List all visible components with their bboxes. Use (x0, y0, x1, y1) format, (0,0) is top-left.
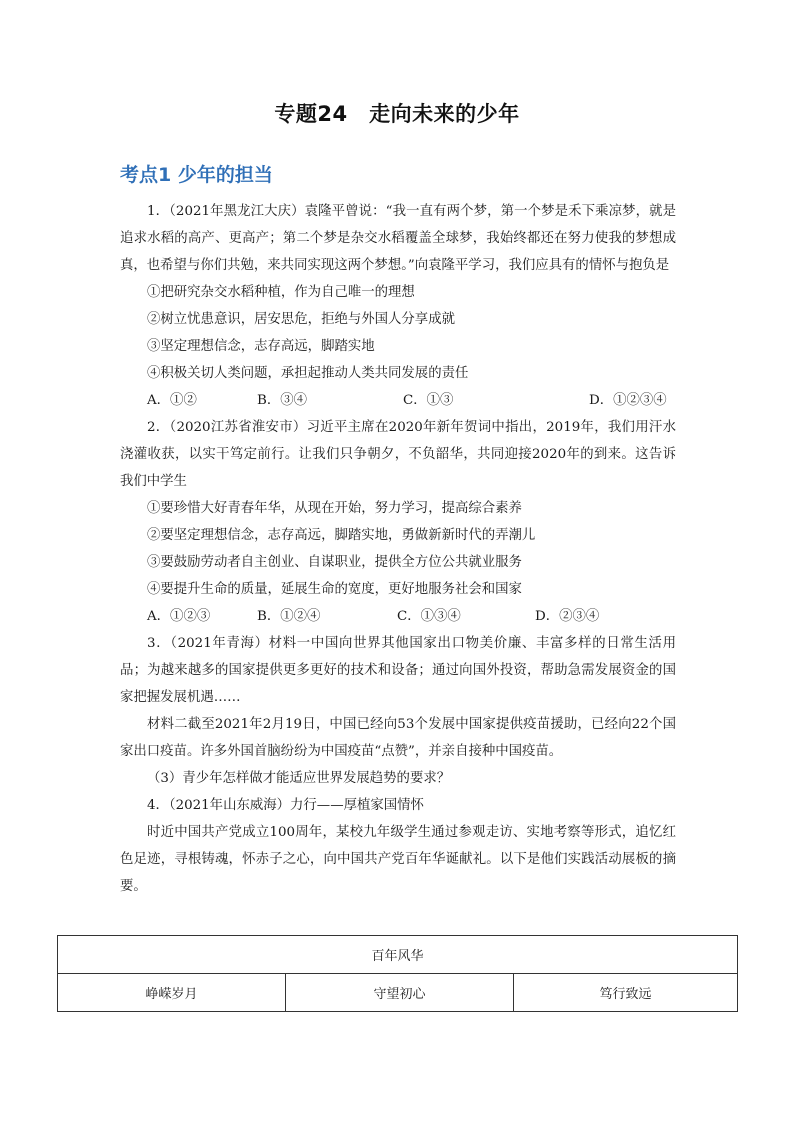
q1-choice-a: A．①② (147, 393, 197, 408)
q3-material-1: 3．（2021年青海）材料一中国向世界其他国家出口物美价廉、丰富多样的日常生活用品；为越来越多的国家提供更多更好的技术和设备；通过向国外投资，帮助急需发展资金的国家把握发展机遇…… (120, 636, 676, 705)
q1-choice-b: B．③④ (257, 393, 308, 408)
q3-question: （3）青少年怎样做才能适应世界发展趋势的要求？ (147, 771, 451, 786)
q4-stem: 4．（2021年山东威海）力行——厚植家国情怀 (147, 798, 424, 813)
table-cell: 笃行致远 (514, 974, 738, 1012)
q2-choice-c: C．①③④ (397, 609, 461, 624)
q2-option: ②要坚定理想信念，志存高远，脚踏实地，勇做新新时代的弄潮儿 (147, 528, 536, 543)
q1-option: ③坚定理想信念，志存高远，脚踏实地 (147, 339, 375, 354)
q2-choice-a: A．①②③ (147, 609, 211, 624)
q2-option: ④要提升生命的质量，延展生命的宽度，更好地服务社会和国家 (147, 582, 522, 597)
q1-choice-c: C．①③ (403, 393, 454, 408)
q1-choices (120, 387, 676, 414)
activity-table (57, 935, 738, 1012)
q1-option: ④积极关切人类问题，承担起推动人类共同发展的责任 (147, 366, 469, 381)
q3-material-2: 材料二截至2021年2月19日，中国已经向53个发展中国家提供疫苗援助，已经向22个国家出口疫苗。许多外国首脑纷纷为中国疫苗“点赞”，并亲自接种中国疫苗。 (120, 717, 676, 759)
q2-choices (120, 603, 676, 630)
table-cell: 守望初心 (286, 974, 514, 1012)
table-header-cell: 百年风华 (58, 936, 738, 974)
q2-choice-d: D．②③④ (535, 609, 600, 624)
q2-option: ③要鼓励劳动者自主创业、自谋职业，提供全方位公共就业服务 (147, 555, 522, 570)
section-heading: 考点1 少年的担当 (120, 164, 273, 186)
table-cell: 峥嵘岁月 (58, 974, 286, 1012)
q2-option: ①要珍惜大好青春年华，从现在开始，努力学习，提高综合素养 (147, 501, 522, 516)
q1-option: ②树立忧患意识，居安思危，拒绝与外国人分享成就 (147, 312, 455, 327)
q1-stem: 1．（2021年黑龙江大庆）袁隆平曾说：“我一直有两个梦，第一个梦是禾下乘凉梦，就是追求水稻的高产、更高产；第二个梦是杂交水稻覆盖全球梦，我始终都还在努力使我的梦想成真，也希望与你们共勉，来共同实现这两个梦想。”向袁隆平学习，我们应具有的情怀与抱负是 (120, 204, 676, 273)
q4-text: 时近中国共产党成立100周年，某校九年级学生通过参观走访、实地考察等形式，追忆红色足迹，寻根铸魂，怀赤子之心，向中国共产党百年华诞献礼。以下是他们实践活动展板的摘要。 (120, 825, 676, 894)
q1-choice-d: D．①②③④ (589, 393, 667, 408)
document-body (120, 198, 676, 900)
page-title: 专题24 走向未来的少年 (274, 102, 520, 126)
q2-stem: 2．（2020江苏省淮安市）习近平主席在2020年新年贺词中指出，2019年，我们用汗水浇灌收获，以实干笃定前行。让我们只争朝夕，不负韶华，共同迎接2020年的到来。这告诉我们中学生 (120, 420, 676, 489)
table-row (58, 974, 738, 1012)
q1-option: ①把研究杂交水稻种植，作为自己唯一的理想 (147, 285, 415, 300)
q2-choice-b: B．①②④ (257, 609, 321, 624)
table-header-row (58, 936, 738, 974)
